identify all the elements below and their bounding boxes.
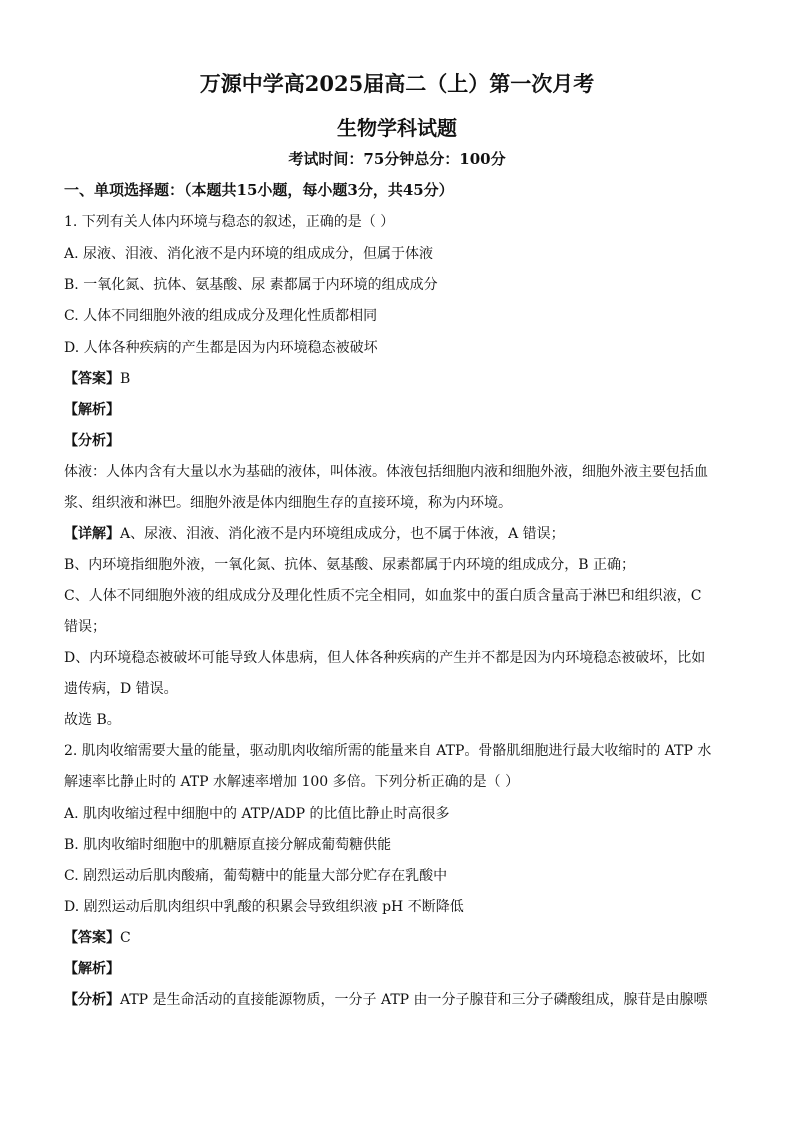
answer-tag: 【答案】 [64,371,120,387]
section-heading: 一、单项选择题：（本题共15小题，每小题3分，共45分） [64,181,454,199]
q2-option-d: D. 剧烈运动后肌肉组织中乳酸的积累会导致组织液 pH 不断降低 [64,899,464,915]
q1-answer-value: B [120,371,131,387]
q1-detail-line: 遗传病，D 错误。 [64,681,178,697]
q2-option-c: C. 剧烈运动后肌肉酸痛，葡萄糖中的能量大部分贮存在乳酸中 [64,868,448,884]
q1-detail-text: A、尿液、泪液、消化液不是内环境组成成分，也不属于体液，A 错误； [120,526,565,542]
answer-tag: 【答案】 [64,930,120,946]
q2-stem-line: 解速率比静止时的 ATP 水解速率增加 100 多倍。下列分析正确的是（ ） [64,774,520,790]
q2-fenxi-line [64,990,708,1010]
q1-detail-line: D、内环境稳态被破坏可能导致人体患病，但人体各种疾病的产生并不都是因为内环境稳态被破坏，比如 [64,650,706,666]
q1-detail-first-line [64,524,565,544]
q2-answer-value: C [120,930,131,946]
q2-analysis-tag: 【解析】 [64,961,120,977]
q1-option-c: C. 人体不同细胞外液的组成成分及理化性质都相同 [64,308,378,324]
q1-detail-line: C、人体不同细胞外液的组成成分及理化性质不完全相同，如血浆中的蛋白质含量高于淋巴和组织液，C [64,588,702,604]
q1-option-a: A. 尿液、泪液、消化液不是内环境的组成成分，但属于体液 [64,246,434,262]
q1-detail-line: B、内环境指细胞外液，一氧化氮、抗体、氨基酸、尿素都属于内环境的组成成分，B 正确； [64,557,636,573]
q1-analysis-tag: 【解析】 [64,402,120,418]
q2-stem-line: 2. 肌肉收缩需要大量的能量，驱动肌肉收缩所需的能量来自 ATP。骨骼肌细胞进行最大收缩时的 ATP 水 [64,743,712,759]
exam-info: 考试时间：75分钟总分：100分 [288,150,506,168]
q2-fenxi-text: ATP 是生命活动的直接能源物质，一分子 ATP 由一分子腺苷和三分子磷酸组成，腺苷是由腺嘌 [120,992,708,1008]
q1-option-b: B. 一氧化氮、抗体、氨基酸、尿 素都属于内环境的组成成分 [64,277,438,293]
q1-detail-line: 错误； [64,619,106,635]
subject-title: 生物学科试题 [337,116,457,140]
q2-option-b: B. 肌肉收缩时细胞中的肌糖原直接分解成葡萄糖供能 [64,837,392,853]
q1-fenxi-line: 浆、组织液和淋巴。细胞外液是体内细胞生存的直接环境，称为内环境。 [64,495,512,511]
school-title: 万源中学高2025届高二（上）第一次月考 [199,71,595,96]
q2-option-a: A. 肌肉收缩过程中细胞中的 ATP/ADP 的比值比静止时高很多 [64,806,450,822]
q2-answer-line [64,928,131,948]
q1-stem: 1. 下列有关人体内环境与稳态的叙述，正确的是（ ） [64,214,395,230]
q1-fenxi-tag: 【分析】 [64,433,120,449]
detail-tag: 【详解】 [64,526,120,542]
q1-conclusion: 故选 B。 [64,712,121,728]
q1-option-d: D. 人体各种疾病的产生都是因为内环境稳态被破坏 [64,340,378,356]
q1-fenxi-line: 体液：人体内含有大量以水为基础的液体，叫体液。体液包括细胞内液和细胞外液，细胞外液主要包括血 [64,464,708,480]
q1-answer-line [64,369,130,389]
fenxi-tag: 【分析】 [64,992,120,1008]
